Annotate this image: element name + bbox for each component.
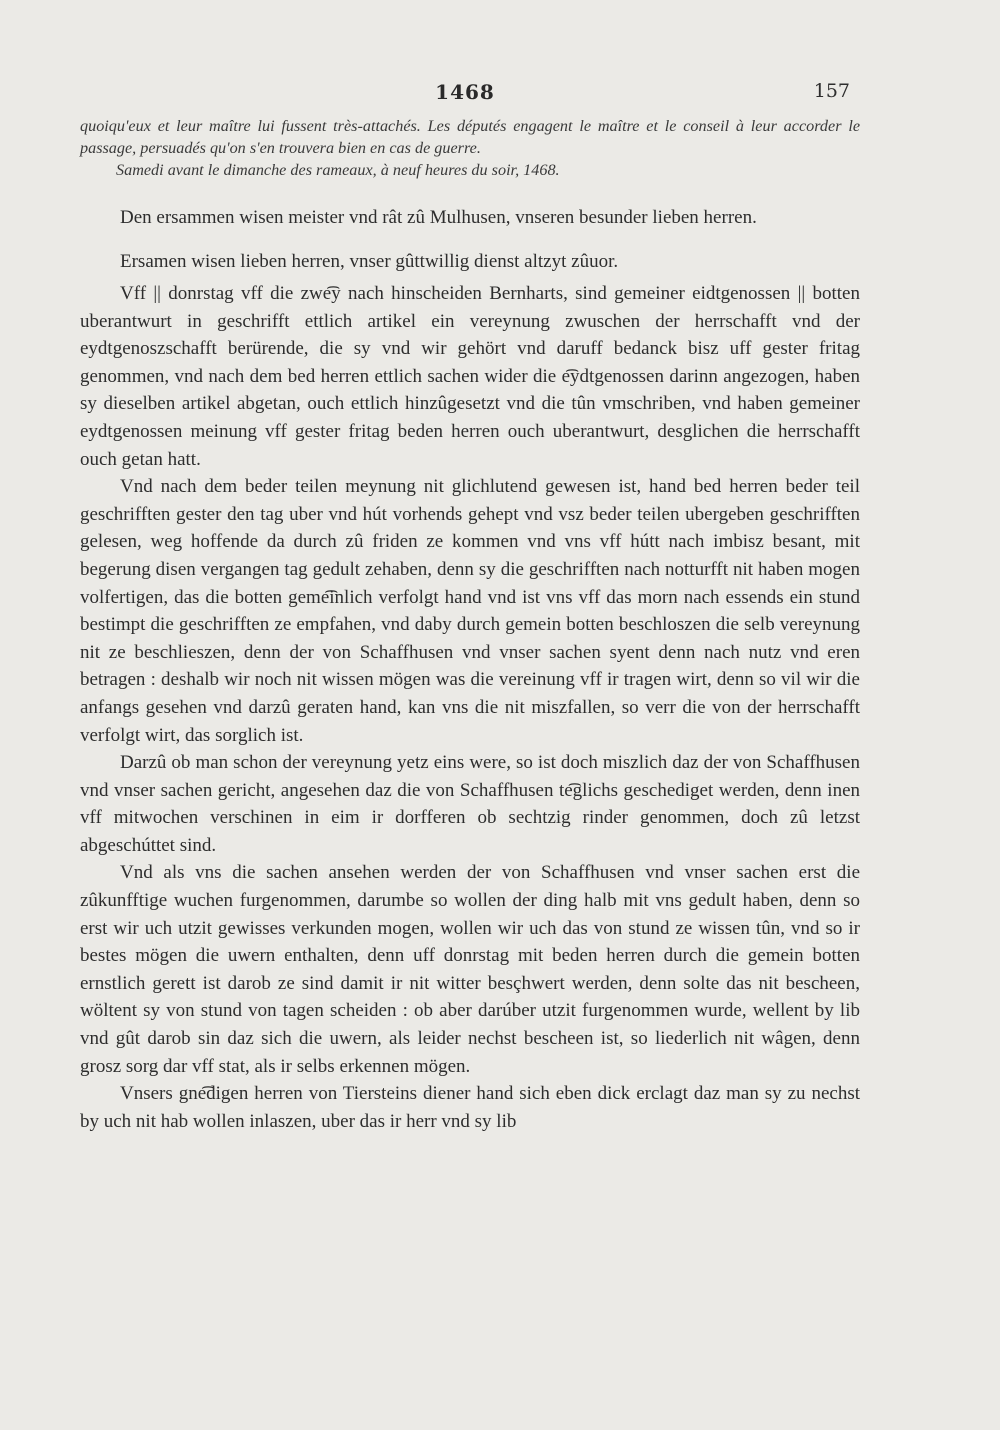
page-number: 157 xyxy=(813,80,850,102)
running-head-year: 1468 xyxy=(435,80,495,104)
editorial-date-line: Samedi avant le dimanche des rameaux, à neuf heures du soir, 1468. xyxy=(116,161,560,179)
letter-paragraph: Vnsers gne͡digen herren von Tiersteins diener hand sich eben dick erclagt daz man sy zu nechst by uch nit hab wollen inlaszen, uber das ir herr vnd sy lib xyxy=(80,1083,860,1132)
letter-paragraph: Vff || donrstag vff die zwe͡y nach hinscheiden Bernharts, sind gemeiner eidtgenossen || botten uberantwurt in geschrifft ettlich artikel ein vereynung zwuschen der herrschafft vnd der eydtgenoszschafft berürende, die sy vnd wir gehört vnd daruff bedanck bisz uff gester fritag genommen, vnd nach dem bed herren ettlich sachen wider die e͡ydtgenossen darinn angezogen, haben sy dieselben artikel abgetan, ouch ettlich hinzûgesetzt vnd die tûn vmschriben, vnd haben gemeiner eydtgenossen meinung vff gester fritag beden herren ouch uberantwurt, desglichen die herrschafft ouch getan hatt. xyxy=(80,283,860,470)
letter-paragraph: Darzû ob man schon der vereynung yetz eins were, so ist doch miszlich daz der von Schaffhusen vnd vnser sachen gericht, angesehen daz die von Schaffhusen te͡glichs geschediget werden, denn inen vff mitwochen verschinen in eim ir dorfferen ob sechtzig rinder genommen, doch zû letzst abgeschúttet sind. xyxy=(80,752,860,856)
page-header xyxy=(80,80,850,110)
letter-paragraph: Vnd als vns die sachen ansehen werden der von Schaffhusen vnd vnser sachen erst die zûkunfftige wuchen furgenommen, darumbe so wollen der ding halb mit vns gedult haben, denn so erst wir uch utzit gewisses verkunden mogen, wollen wir uch das von stund ze wissen tûn, vnd so ir bestes mögen die uwern enthalten, denn uff donrstag mit beden herren durch die gemein botten ernstlich gerett ist darob ze sind damit ir nit witter besçhwert werden, denn solte das nit bescheen, wöltent sy von stund von tagen scheiden : ob aber darúber utzit furgenommen wurde, wellent by lib vnd gût darob sin daz sich die uwern, als leider nechst bescheen ist, so liederlich nit wâgen, denn grosz sorg dar vff stat, als ir selbs erkennen mögen. xyxy=(80,862,860,1077)
letter-address: Den ersammen wisen meister vnd rât zû Mulhusen, vnseren besunder lieben herren. xyxy=(120,207,757,228)
editorial-note: quoiqu'eux et leur maître lui fussent très-attachés. Les députés engagent le maître et le conseil à leur accorder le passage, persuadés qu'on s'en trouvera bien en cas de guerre. xyxy=(80,117,860,157)
letter-paragraph: Vnd nach dem beder teilen meynung nit glichlutend gewesen ist, hand bed herren beder teil geschrifften gester den tag uber vnd hút vorhends gehept vnd vsz beder teilen ubergeben geschrifften gelesen, weg hoffende da durch zû friden ze kommen vnd vns vff hútt nach imbisz besant, mit begerung disen vergangen tag gedult zehaben, denn sy die geschrifften nach notturfft nit haben mogen volfertigen, das die botten geme͡inlich verfolgt hand vnd ist vns vff das morn nach essends ein stund bestimpt die geschrifften ze empfahen, vnd daby durch gemein botten beschloszen die selb vereynung nit ze beschlieszen, denn der von Schaffhusen vnd vnser sachen syent denn nach nutz vnd eren betragen : deshalb wir noch nit wissen mögen was die vereinung vff ir tragen wirt, denn so vil wir die anfangs gesehen vnd darzû geraten hand, kan vns die nit miszfallen, so verr die von der herrschafft verfolgt wirt, das sorglich ist. xyxy=(80,476,860,746)
page-content xyxy=(80,115,860,1135)
letter-greeting: Ersamen wisen lieben herren, vnser gûttwillig dienst altzyt zûuor. xyxy=(120,250,619,272)
